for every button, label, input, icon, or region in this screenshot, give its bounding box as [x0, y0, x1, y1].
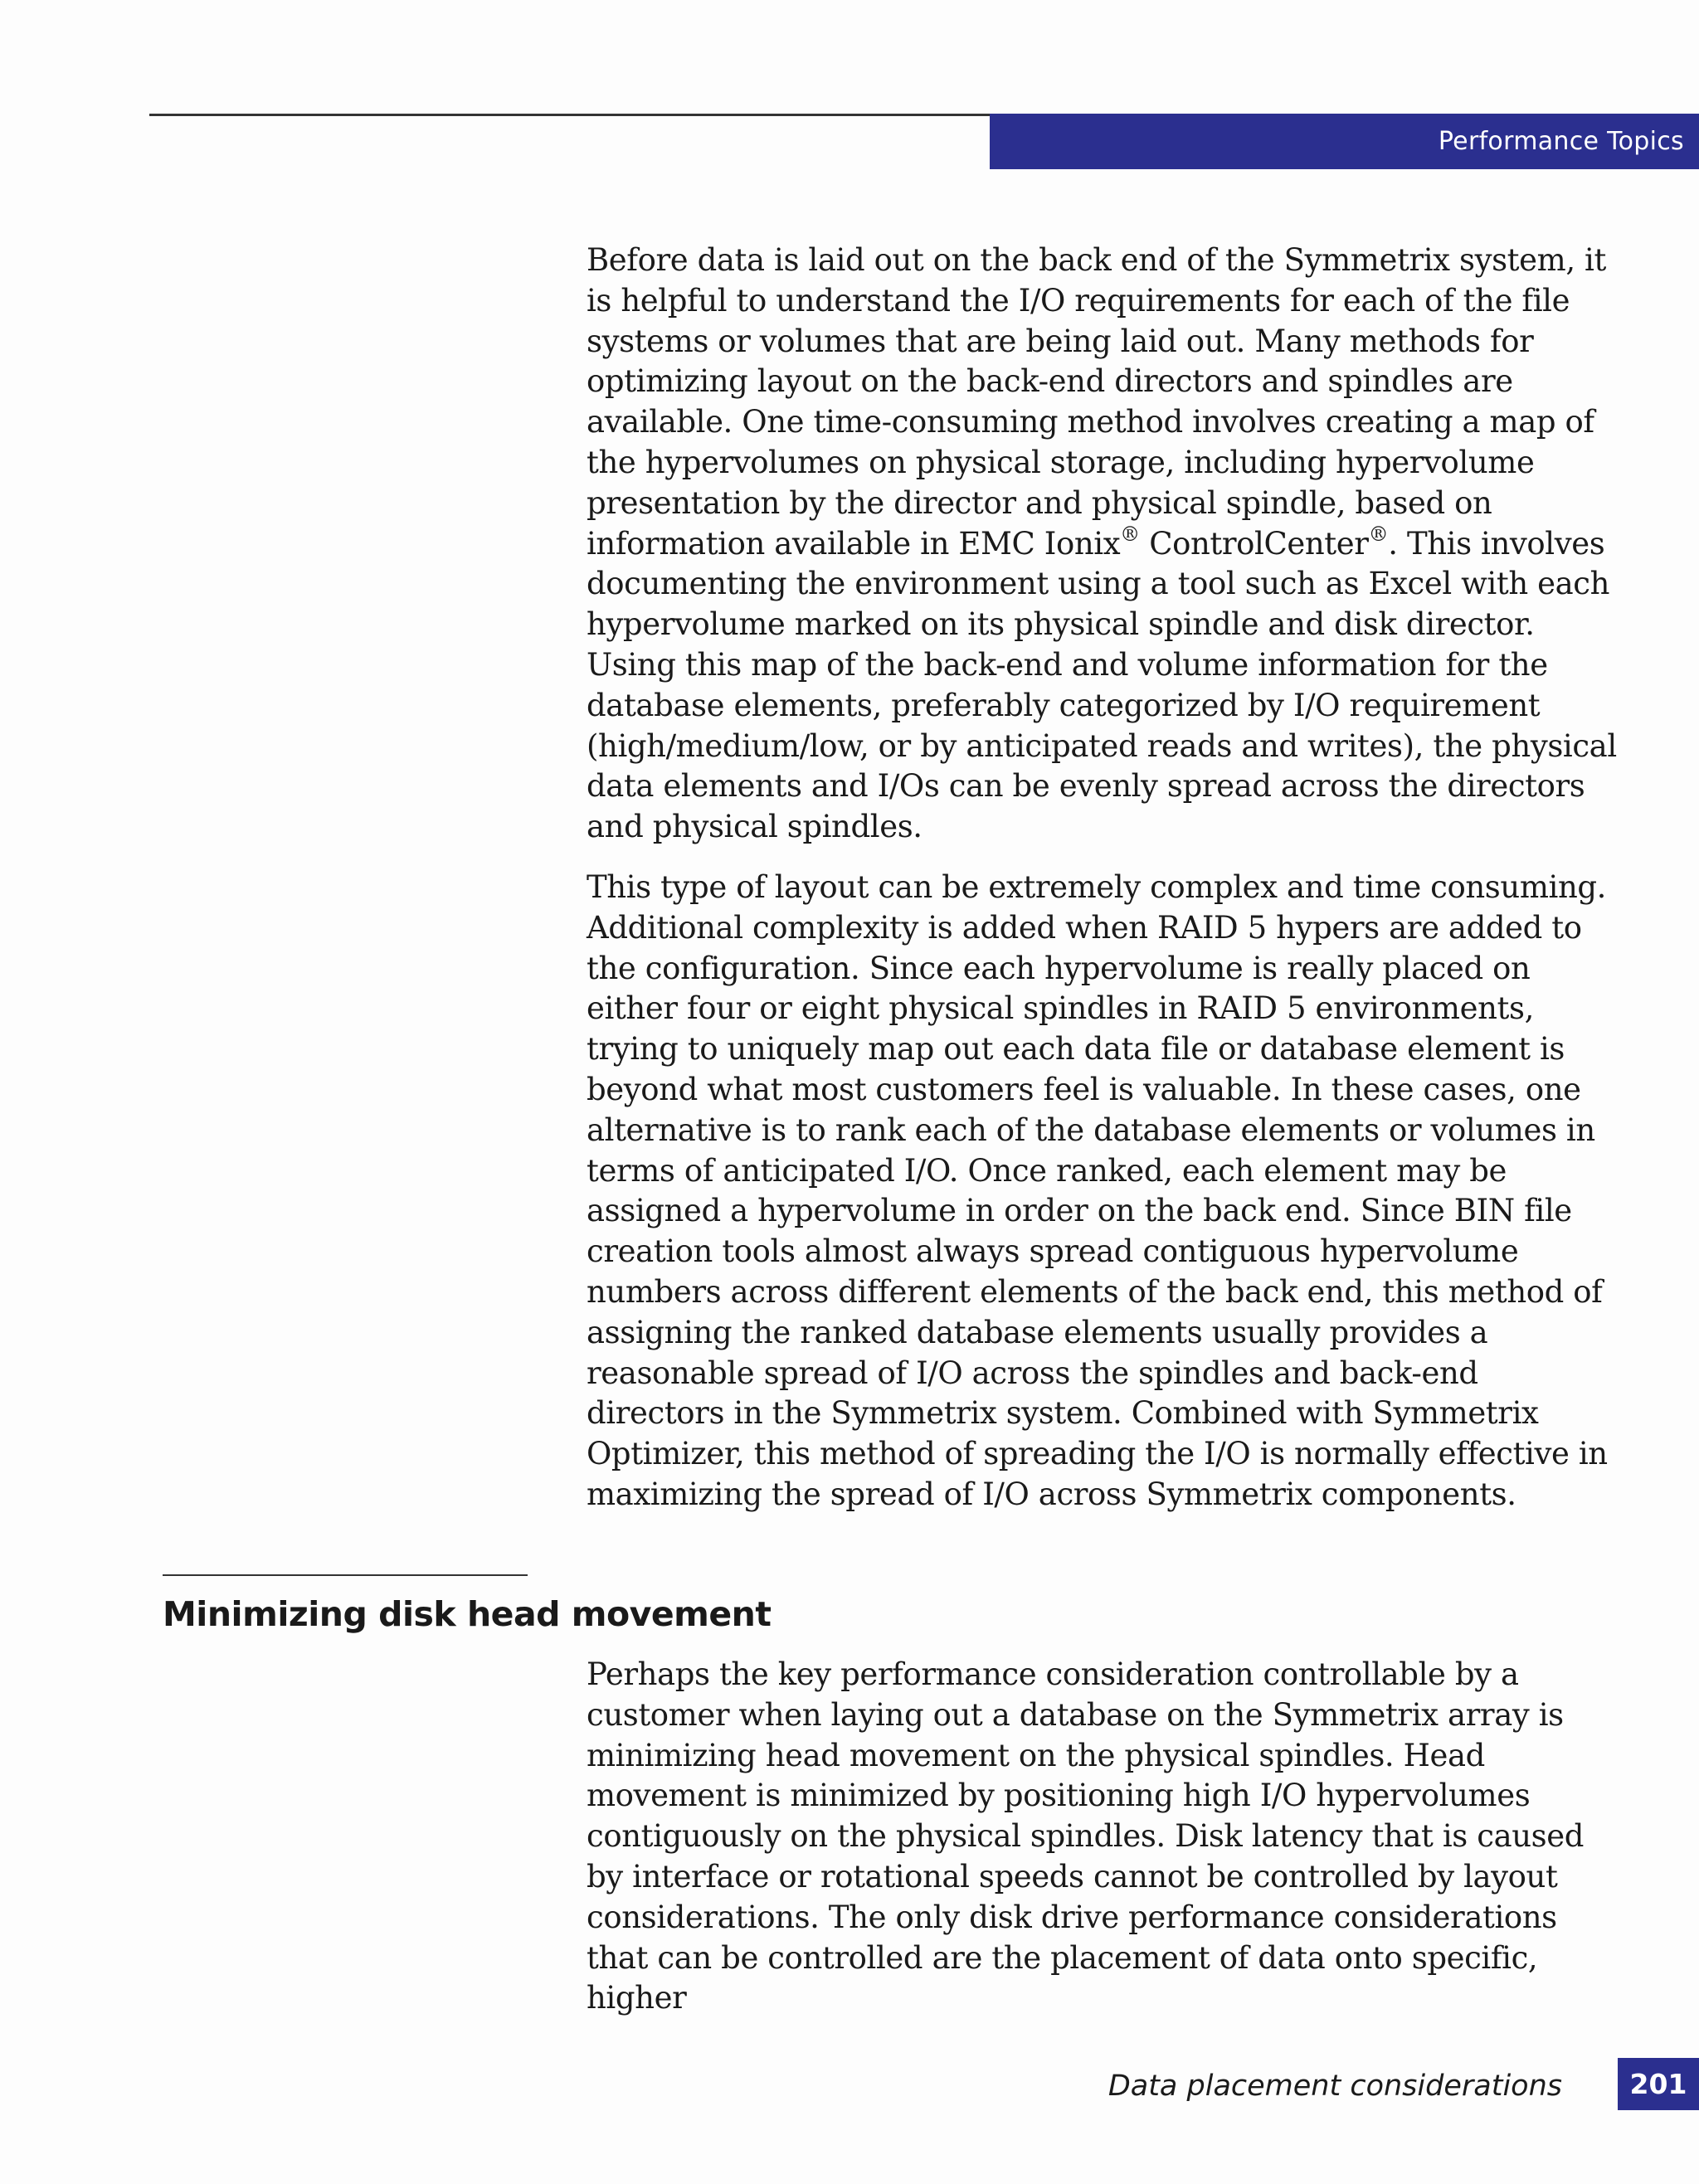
- footer-chapter-title: Data placement considerations: [1108, 2070, 1562, 2103]
- paragraph-text: . This involves documenting the environment using a tool such as Excel with each hypervolume marked on its physical spindle and disk director. Using this map of the back-end and volume information for the database elements, preferably categorized by I/O requirement (high/medium/low, or by anticipated reads and writes), the physical data elements and I/Os can be evenly spread across the directors and physical spindles.: [587, 525, 1617, 845]
- registered-mark: ®: [1368, 522, 1389, 546]
- paragraph-text: ControlCenter: [1139, 525, 1369, 562]
- page-number: 201: [1629, 2068, 1687, 2100]
- body-text-intro: [587, 241, 1619, 1535]
- section-heading: Minimizing disk head movement: [163, 1594, 772, 1634]
- section-rule: [163, 1574, 528, 1576]
- registered-mark: ®: [1120, 522, 1140, 546]
- page-number-badge: [1618, 2058, 1699, 2110]
- running-header-title: Performance Topics: [1438, 127, 1684, 156]
- header-band: [990, 114, 1699, 169]
- header-rule: [149, 114, 991, 116]
- paragraph-raid-complexity: This type of layout can be extremely complex and time consuming. Additional complexity is added when RAID 5 hypers are added to the configuration. Since each hypervolume is really placed on either four or eight physical spindles in RAID 5 environments, trying to uniquely map out each data file or database element is beyond what most customers feel is valuable. In these cases, one alternative is to rank each of the database elements or volumes in terms of anticipated I/O. Once ranked, each element may be assigned a hypervolume in order on the back end. Since BIN file creation tools almost always spread contiguous hypervolume numbers across different elements of the back end, this method of assigning the ranked database elements usually provides a reasonable spread of I/O across the spindles and back-end directors in the Symmetrix system. Combined with Symmetrix Optimizer, this method of spreading the I/O is normally effective in maximizing the spread of I/O across Symmetrix components.: [587, 868, 1608, 1512]
- paragraph-text: Before data is laid out on the back end of the Symmetrix system, it is helpful to understand the I/O requirements for each of the file systems or volumes that are being laid out. Many methods for optimizing layout on the back-end directors and spindles are available. One time-consuming method involves creating a map of the hypervolumes on physical storage, including hypervolume presentation by the director and physical spindle, based on information available in EMC Ionix: [587, 242, 1606, 562]
- paragraph-layout-mapping: [587, 241, 1619, 848]
- body-text-section: [587, 1655, 1619, 2039]
- paragraph-head-movement: Perhaps the key performance consideration controllable by a customer when laying out a database on the Symmetrix array is minimizing head movement on the physical spindles. Head movement is minimized by positioning high I/O hypervolumes contiguously on the physical spindles. Disk latency that is caused by interface or rotational speeds cannot be controlled by layout considerations. The only disk drive performance considerations that can be controlled are the placement of data onto specific, higher: [587, 1656, 1585, 2016]
